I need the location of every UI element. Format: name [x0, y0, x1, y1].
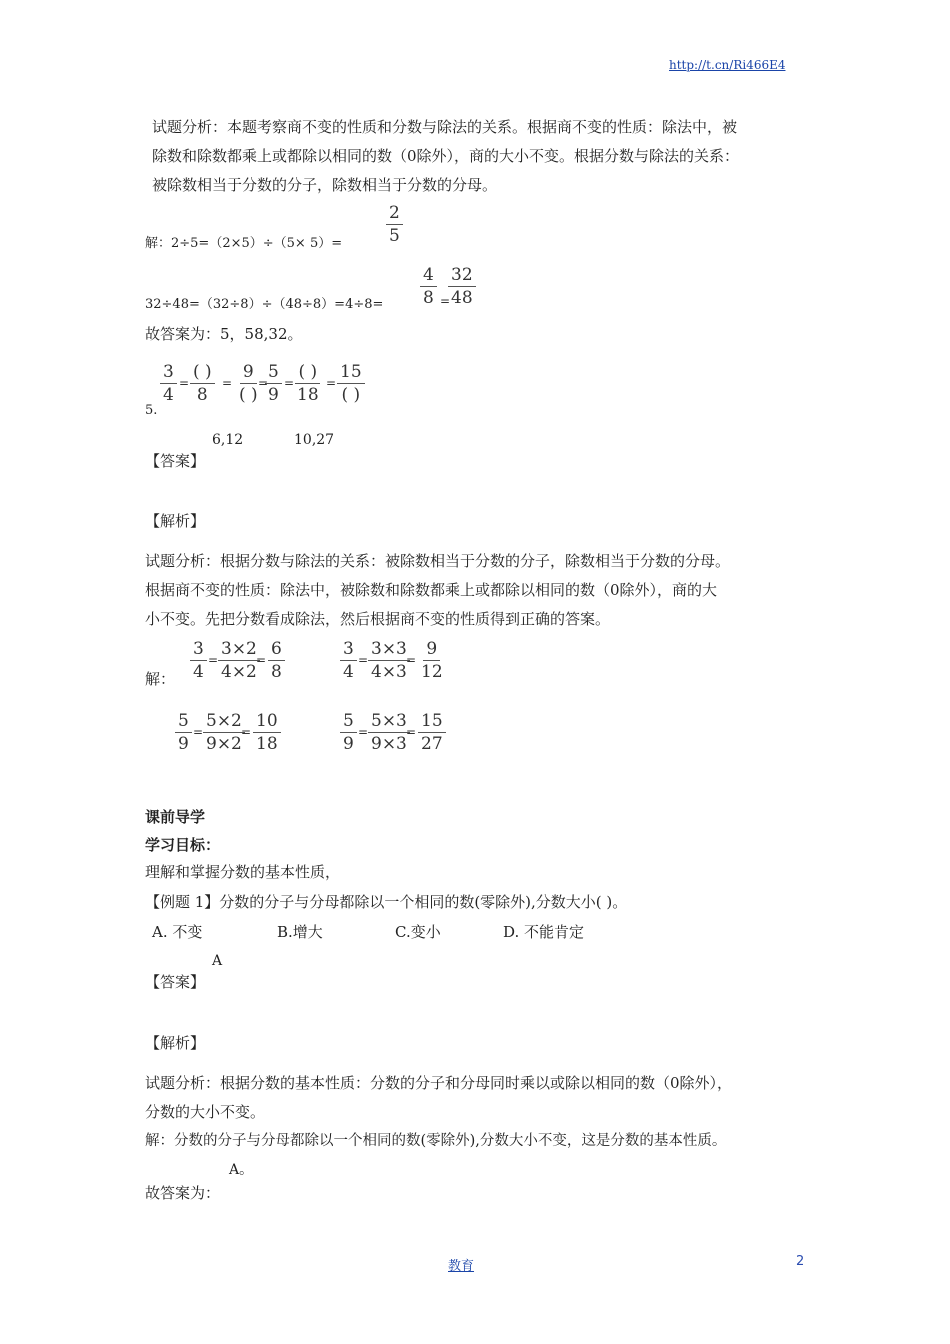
page-number: 2 [796, 1254, 805, 1269]
equals-sign: = [193, 725, 204, 739]
answer-label: 【答案】 [145, 452, 206, 470]
fraction-denominator: 12 [421, 662, 443, 682]
solution-row2-left-fraction-3 [253, 710, 281, 755]
solution-row2-right-fraction-2 [368, 710, 410, 755]
fraction-numerator: 5×2 [203, 710, 245, 733]
fraction-numerator: 15 [337, 361, 365, 384]
question-5-answer-2: 10,27 [294, 432, 335, 448]
guide-solution: 解：分数的分子与分母都除以一个相同的数(零除外),分数大小不变，这是分数的基本性质。 [145, 1133, 727, 1149]
fraction-numerator: 5 [175, 710, 192, 733]
equals-sign: = [284, 376, 295, 390]
solution-row1-left-fraction-1 [190, 638, 207, 683]
q5-fraction-3 [236, 361, 261, 406]
solution-label: 解： [145, 670, 176, 688]
equals-sign: = [358, 725, 369, 739]
fraction-numerator: 9 [240, 361, 257, 384]
analysis-line-2: 除数和除数都乘上或都除以相同的数（0除外），商的大小不变。根据分数与除法的关系： [152, 147, 740, 165]
question-5-answer-1: 6,12 [212, 432, 244, 448]
fraction-numerator: 5 [340, 710, 357, 733]
guide-analysis-line-1: 试题分析：根据分数的基本性质：分数的分子和分母同时乘以或除以相同的数（0除外）， [145, 1074, 733, 1092]
fraction-denominator: 4×2 [221, 662, 257, 682]
answer-line: 故答案为：5，58,32。 [145, 325, 303, 343]
equals-sign: = [222, 376, 233, 390]
q5-fraction-1 [160, 361, 177, 406]
fraction-numerator: 9 [423, 638, 440, 661]
final-answer: A。 [229, 1162, 254, 1178]
fraction-denominator: 9 [343, 734, 354, 754]
example-question: 【例题 1】分数的分子与分母都除以一个相同的数(零除外),分数大小( )。 [145, 893, 628, 911]
fraction-numerator: 3 [340, 638, 357, 661]
solution-row2-right-fraction-1 [340, 710, 357, 755]
fraction-denominator: 9×3 [371, 734, 407, 754]
q5-analysis-line-3: 小不变。先把分数看成除法，然后根据商不变的性质得到正确的答案。 [145, 610, 611, 628]
equals-sign: = [241, 725, 252, 739]
option-d: D. 不能肯定 [503, 923, 585, 941]
equals-sign: = [179, 376, 190, 390]
option-b: B.增大 [277, 923, 323, 941]
solution-row1-right-fraction-3 [418, 638, 446, 683]
fraction-denominator: 4 [163, 385, 174, 405]
q5-fraction-5 [294, 361, 322, 406]
solution-1-fraction [386, 202, 403, 247]
equals-sign: = [406, 725, 417, 739]
footer-link[interactable]: 教育 [448, 1259, 475, 1274]
q5-fraction-2 [190, 361, 215, 406]
fraction-denominator: 9 [268, 385, 279, 405]
answer-label: 【答案】 [145, 973, 206, 991]
fraction-numerator: 32 [448, 264, 476, 287]
solution-row1-right-fraction-1 [340, 638, 357, 683]
fraction-numerator: 5 [265, 361, 282, 384]
analysis-label: 【解析】 [145, 512, 206, 530]
fraction-denominator: 18 [256, 734, 278, 754]
equals-sign: = [358, 653, 369, 667]
fraction-denominator: 8 [271, 662, 282, 682]
fraction-denominator: 27 [421, 734, 443, 754]
fraction-numerator: 3×3 [368, 638, 410, 661]
fraction-numerator: 5×3 [368, 710, 410, 733]
guide-analysis-line-2: 分数的大小不变。 [145, 1103, 266, 1121]
q5-analysis-line-1: 试题分析：根据分数与除法的关系：被除数相当于分数的分子，除数相当于分数的分母。 [145, 552, 731, 570]
q5-fraction-6 [337, 361, 365, 406]
solution-2-fraction-1 [420, 264, 437, 309]
goal-text: 理解和掌握分数的基本性质， [145, 863, 341, 881]
goal-label: 学习目标： [145, 836, 221, 854]
fraction-denominator: 4 [193, 662, 204, 682]
solution-2-fraction-2 [448, 264, 476, 309]
equals-sign: = [256, 653, 267, 667]
solution-row2-left-fraction-2 [203, 710, 245, 755]
fraction-numerator: 10 [253, 710, 281, 733]
analysis-label: 【解析】 [145, 1034, 206, 1052]
example-answer: A [212, 953, 223, 969]
solution-line-1: 解：2÷5=（2×5）÷（5× 5）= [145, 236, 343, 251]
fraction-denominator: ( ) [341, 385, 361, 405]
solution-row1-left-fraction-3 [268, 638, 285, 683]
solution-row2-right-fraction-3 [418, 710, 446, 755]
fraction-denominator: 18 [297, 385, 319, 405]
solution-line-2: 32÷48=（32÷8）÷（48÷8）=4÷8= [145, 297, 384, 312]
equals-sign: = [326, 376, 337, 390]
fraction-denominator: 4×3 [371, 662, 407, 682]
fraction-numerator: 4 [420, 264, 437, 287]
fraction-numerator: 3 [160, 361, 177, 384]
fraction-numerator: 6 [268, 638, 285, 661]
fraction-numerator: 15 [418, 710, 446, 733]
solution-row1-left-fraction-2 [218, 638, 260, 683]
equals-sign: = [440, 294, 451, 308]
q5-analysis-line-2: 根据商不变的性质：除法中，被除数和除数都乘上或都除以相同的数（0除外），商的大 [145, 581, 718, 599]
header-url-link[interactable]: http://t.cn/Ri466E4 [669, 58, 786, 72]
fraction-denominator: 4 [343, 662, 354, 682]
fraction-denominator: 9×2 [206, 734, 242, 754]
fraction-denominator: 8 [196, 385, 208, 405]
solution-row2-left-fraction-1 [175, 710, 192, 755]
equals-sign: = [258, 376, 269, 390]
analysis-line-1: 试题分析：本题考察商不变的性质和分数与除法的关系。根据商不变的性质：除法中，被 [152, 118, 738, 136]
fraction-numerator: 2 [386, 202, 403, 225]
final-answer-label: 故答案为： [145, 1184, 221, 1202]
option-c: C.变小 [395, 923, 441, 941]
option-a: A. 不变 [152, 923, 203, 941]
fraction-denominator: 8 [423, 288, 434, 308]
equals-sign: = [208, 653, 219, 667]
question-number: 5. [145, 403, 158, 418]
fraction-denominator: ( ) [239, 385, 258, 405]
analysis-line-3: 被除数相当于分数的分子，除数相当于分数的分母。 [152, 176, 498, 194]
section-title: 课前导学 [145, 808, 206, 826]
fraction-denominator: 9 [178, 734, 189, 754]
fraction-numerator: ( ) [295, 361, 320, 384]
solution-row1-right-fraction-2 [368, 638, 410, 683]
fraction-denominator: 5 [389, 226, 400, 246]
fraction-denominator: 48 [451, 288, 473, 308]
fraction-numerator: 3 [190, 638, 207, 661]
equals-sign: = [406, 653, 417, 667]
fraction-numerator: 3×2 [218, 638, 260, 661]
fraction-numerator: ( ) [190, 361, 215, 384]
